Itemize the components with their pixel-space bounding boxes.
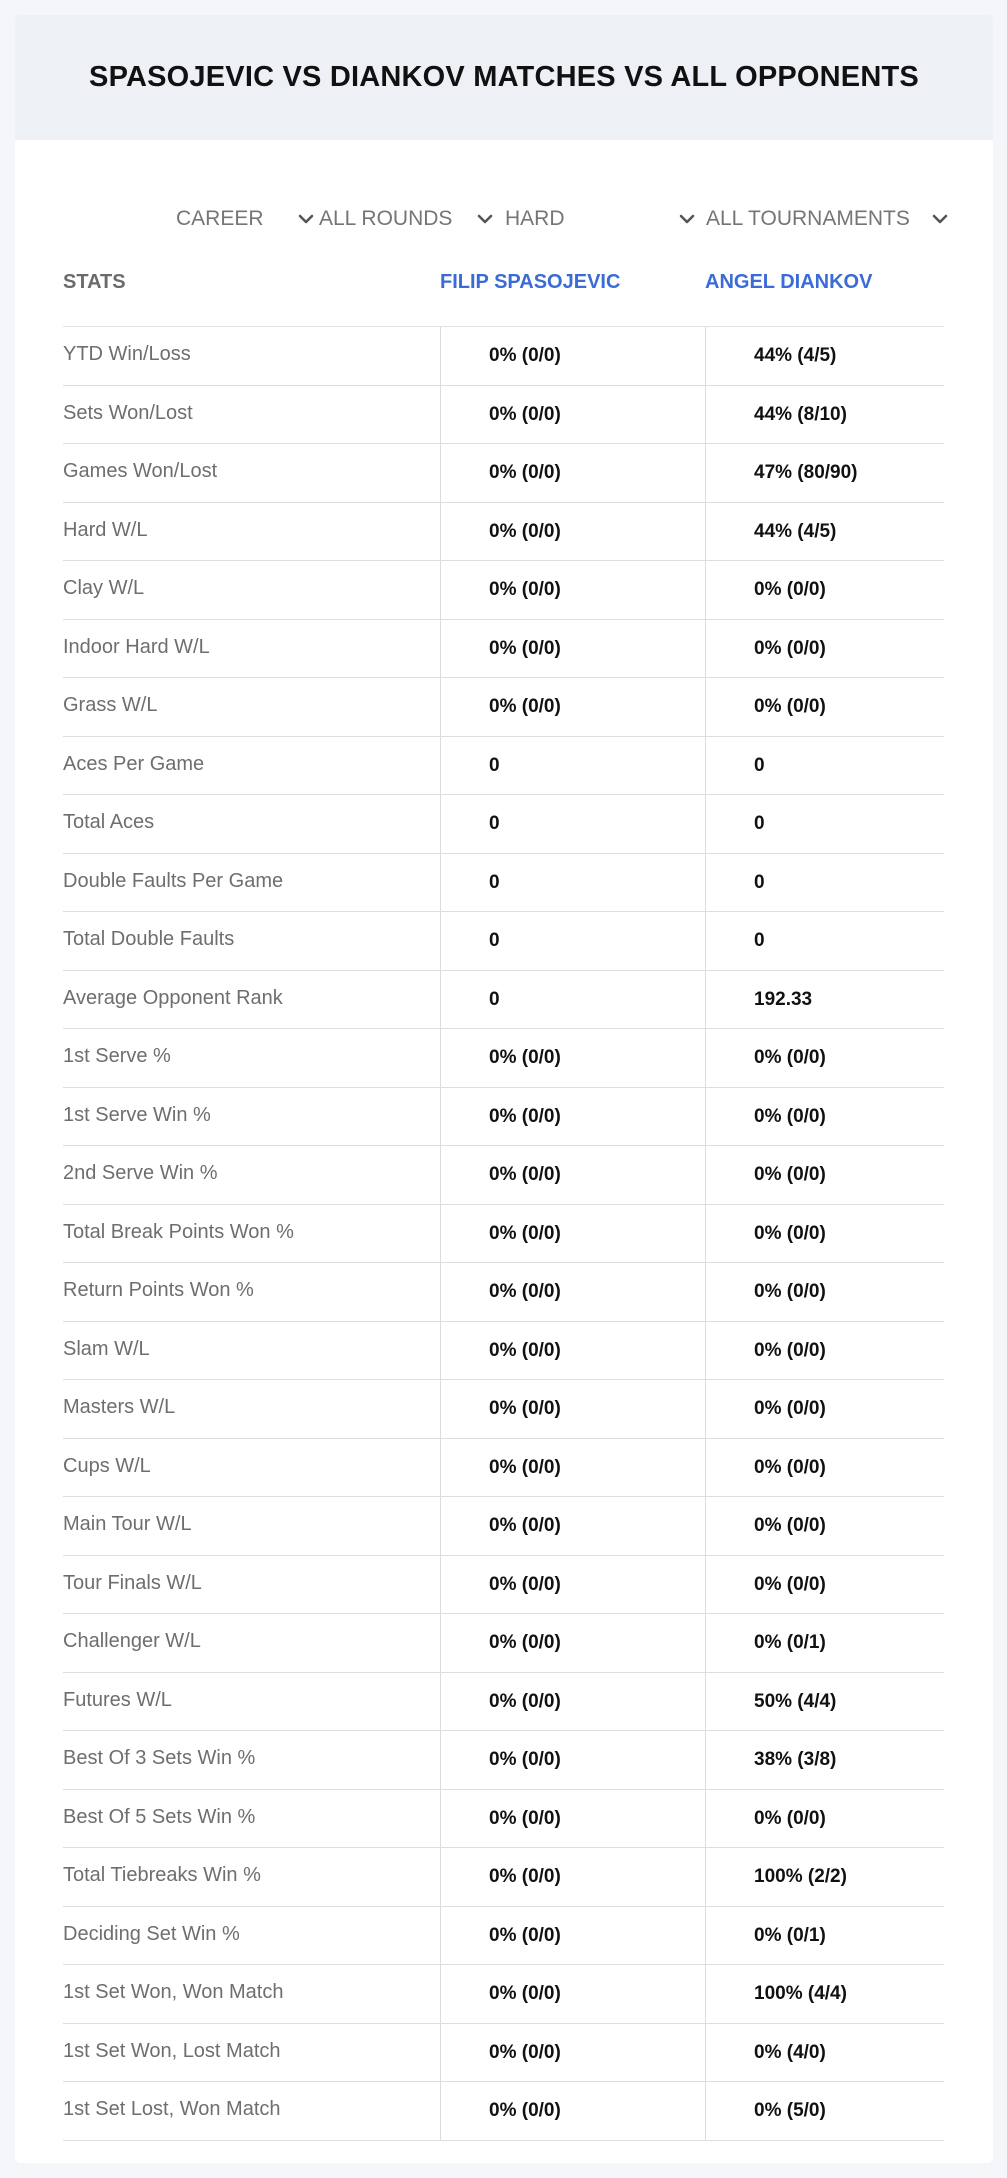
table-row <box>63 678 944 737</box>
player2-value: 0% (0/0) <box>705 1205 944 1263</box>
player2-value: 44% (4/5) <box>705 327 944 385</box>
stat-label: 1st Serve Win % <box>63 1103 211 1126</box>
chevron-down-icon <box>296 209 316 229</box>
player2-value: 47% (80/90) <box>705 444 944 502</box>
table-row <box>63 327 944 386</box>
stat-label: Total Aces <box>63 811 155 833</box>
table-row <box>63 1848 944 1907</box>
table-row <box>63 1556 944 1615</box>
stat-label: 1st Set Won, Lost Match <box>63 2039 281 2062</box>
table-body <box>63 327 944 2141</box>
player2-value: 0% (0/0) <box>705 1439 944 1497</box>
stat-label: Total Double Faults <box>63 928 235 950</box>
stat-label: 1st Serve % <box>63 1045 171 1067</box>
player1-value: 0% (0/0) <box>440 1322 705 1380</box>
table-row <box>63 854 944 913</box>
player2-value: 0 <box>705 912 944 970</box>
stat-label: Return Points Won % <box>63 1279 254 1301</box>
chevron-down-icon <box>475 209 495 229</box>
table-row <box>63 1439 944 1498</box>
player2-value: 0% (0/0) <box>705 561 944 619</box>
stats-card <box>15 15 993 2163</box>
stat-label: Double Faults Per Game <box>63 869 284 892</box>
player2-value: 0% (5/0) <box>705 2082 944 2140</box>
player2-value: 192.33 <box>705 971 944 1029</box>
player2-value: 0% (4/0) <box>705 2024 944 2082</box>
table-row <box>63 503 944 562</box>
chevron-down-icon <box>677 209 697 229</box>
filter-rounds-value: ALL ROUNDS <box>319 207 453 230</box>
player2-value: 0% (0/1) <box>705 1614 944 1672</box>
stat-label: Games Won/Lost <box>63 460 218 482</box>
table-row <box>63 912 944 971</box>
table-header <box>63 253 944 327</box>
player2-value: 0% (0/1) <box>705 1907 944 1965</box>
table-row <box>63 444 944 503</box>
player2-value: 0% (0/0) <box>705 1556 944 1614</box>
stat-label: Tour Finals W/L <box>63 1571 202 1594</box>
player1-value: 0 <box>440 737 705 795</box>
player1-value: 0% (0/0) <box>440 1848 705 1906</box>
player1-value: 0 <box>440 795 705 853</box>
player2-value: 0% (0/0) <box>705 1380 944 1438</box>
table-row <box>63 1497 944 1556</box>
filter-rounds-select[interactable] <box>319 193 499 245</box>
player1-value: 0% (0/0) <box>440 1497 705 1555</box>
player2-value: 44% (8/10) <box>705 386 944 444</box>
card-header <box>15 15 993 140</box>
table-row <box>63 2024 944 2083</box>
player1-value: 0% (0/0) <box>440 2082 705 2140</box>
player1-value: 0% (0/0) <box>440 1673 705 1731</box>
stat-label: Main Tour W/L <box>63 1513 192 1535</box>
header-player2-link[interactable]: ANGEL DIANKOV <box>705 271 873 293</box>
player1-value: 0% (0/0) <box>440 561 705 619</box>
table-row <box>63 1907 944 1966</box>
table-row <box>63 620 944 679</box>
table-row <box>63 1673 944 1732</box>
player1-value: 0% (0/0) <box>440 2024 705 2082</box>
player1-value: 0% (0/0) <box>440 620 705 678</box>
stat-label: Challenger W/L <box>63 1630 201 1652</box>
filter-surface-select[interactable] <box>505 193 705 245</box>
table-row <box>63 386 944 445</box>
filter-bar <box>15 193 993 249</box>
player2-value: 50% (4/4) <box>705 1673 944 1731</box>
player2-value: 0% (0/0) <box>705 1146 944 1204</box>
player2-value: 0% (0/0) <box>705 1263 944 1321</box>
player2-value: 100% (2/2) <box>705 1848 944 1906</box>
player1-value: 0% (0/0) <box>440 1205 705 1263</box>
table-row <box>63 1380 944 1439</box>
player1-value: 0% (0/0) <box>440 444 705 502</box>
player1-value: 0% (0/0) <box>440 386 705 444</box>
player1-value: 0% (0/0) <box>440 1556 705 1614</box>
stat-label: Masters W/L <box>63 1396 176 1418</box>
table-row <box>63 1205 944 1264</box>
player2-value: 0% (0/0) <box>705 1322 944 1380</box>
player1-value: 0 <box>440 912 705 970</box>
player1-value: 0 <box>440 971 705 1029</box>
stat-label: 1st Set Lost, Won Match <box>63 2098 281 2120</box>
table-row <box>63 1614 944 1673</box>
player1-value: 0% (0/0) <box>440 1965 705 2023</box>
stat-label: Best Of 5 Sets Win % <box>63 1805 256 1828</box>
player2-value: 0 <box>705 737 944 795</box>
player1-value: 0% (0/0) <box>440 1146 705 1204</box>
stat-label: Aces Per Game <box>63 752 205 775</box>
player2-value: 0% (0/0) <box>705 1497 944 1555</box>
player2-value: 0% (0/0) <box>705 1088 944 1146</box>
player1-value: 0% (0/0) <box>440 1439 705 1497</box>
stat-label: Cups W/L <box>63 1454 151 1477</box>
stat-label: Futures W/L <box>63 1688 172 1711</box>
table-row <box>63 1088 944 1147</box>
stat-label: Hard W/L <box>63 518 148 541</box>
table-row <box>63 737 944 796</box>
player2-value: 100% (4/4) <box>705 1965 944 2023</box>
player1-value: 0% (0/0) <box>440 503 705 561</box>
player2-value: 38% (3/8) <box>705 1731 944 1789</box>
filter-tournaments-value: ALL TOURNAMENTS <box>706 207 910 230</box>
player1-value: 0% (0/0) <box>440 1790 705 1848</box>
table-row <box>63 1146 944 1205</box>
player2-value: 0% (0/0) <box>705 1790 944 1848</box>
filter-surface-value: HARD <box>505 207 565 230</box>
table-row <box>63 1965 944 2024</box>
player1-value: 0% (0/0) <box>440 678 705 736</box>
table-row <box>63 1322 944 1381</box>
chevron-down-icon <box>930 209 950 229</box>
filter-tournaments-select[interactable] <box>706 193 956 245</box>
stat-label: Average Opponent Rank <box>63 986 283 1009</box>
header-player1-link[interactable]: FILIP SPASOJEVIC <box>440 271 621 293</box>
player1-value: 0% (0/0) <box>440 1263 705 1321</box>
player1-value: 0% (0/0) <box>440 1614 705 1672</box>
player2-value: 0% (0/0) <box>705 620 944 678</box>
table-row <box>63 561 944 620</box>
player2-value: 0% (0/0) <box>705 1029 944 1087</box>
stat-label: Total Tiebreaks Win % <box>63 1864 261 1886</box>
stat-label: Grass W/L <box>63 694 158 716</box>
table-row <box>63 1263 944 1322</box>
stat-label: 2nd Serve Win % <box>63 1162 218 1184</box>
stat-label: Indoor Hard W/L <box>63 635 210 658</box>
table-row <box>63 1790 944 1849</box>
table-row <box>63 1029 944 1088</box>
page-title: SPASOJEVIC VS DIANKOV MATCHES VS ALL OPPONENTS <box>89 61 919 93</box>
player1-value: 0% (0/0) <box>440 1088 705 1146</box>
stat-label: Slam W/L <box>63 1337 150 1360</box>
player2-value: 0 <box>705 795 944 853</box>
stat-label: YTD Win/Loss <box>63 343 191 365</box>
stat-label: 1st Set Won, Won Match <box>63 1981 284 2003</box>
stats-table <box>63 253 944 2141</box>
stat-label: Sets Won/Lost <box>63 401 193 424</box>
table-row <box>63 2082 944 2141</box>
table-row <box>63 1731 944 1790</box>
stat-label: Total Break Points Won % <box>63 1220 294 1243</box>
player1-value: 0% (0/0) <box>440 1029 705 1087</box>
player1-value: 0 <box>440 854 705 912</box>
player1-value: 0% (0/0) <box>440 1731 705 1789</box>
stat-label: Best Of 3 Sets Win % <box>63 1747 256 1769</box>
player2-value: 0% (0/0) <box>705 678 944 736</box>
player2-value: 0 <box>705 854 944 912</box>
player2-value: 44% (4/5) <box>705 503 944 561</box>
filter-career-select[interactable] <box>176 193 316 245</box>
header-stats: STATS <box>63 271 126 293</box>
player1-value: 0% (0/0) <box>440 327 705 385</box>
stat-label: Clay W/L <box>63 577 145 599</box>
player1-value: 0% (0/0) <box>440 1907 705 1965</box>
player1-value: 0% (0/0) <box>440 1380 705 1438</box>
table-row <box>63 971 944 1030</box>
filter-career-value: CAREER <box>176 207 264 230</box>
table-row <box>63 795 944 854</box>
stat-label: Deciding Set Win % <box>63 1922 240 1945</box>
